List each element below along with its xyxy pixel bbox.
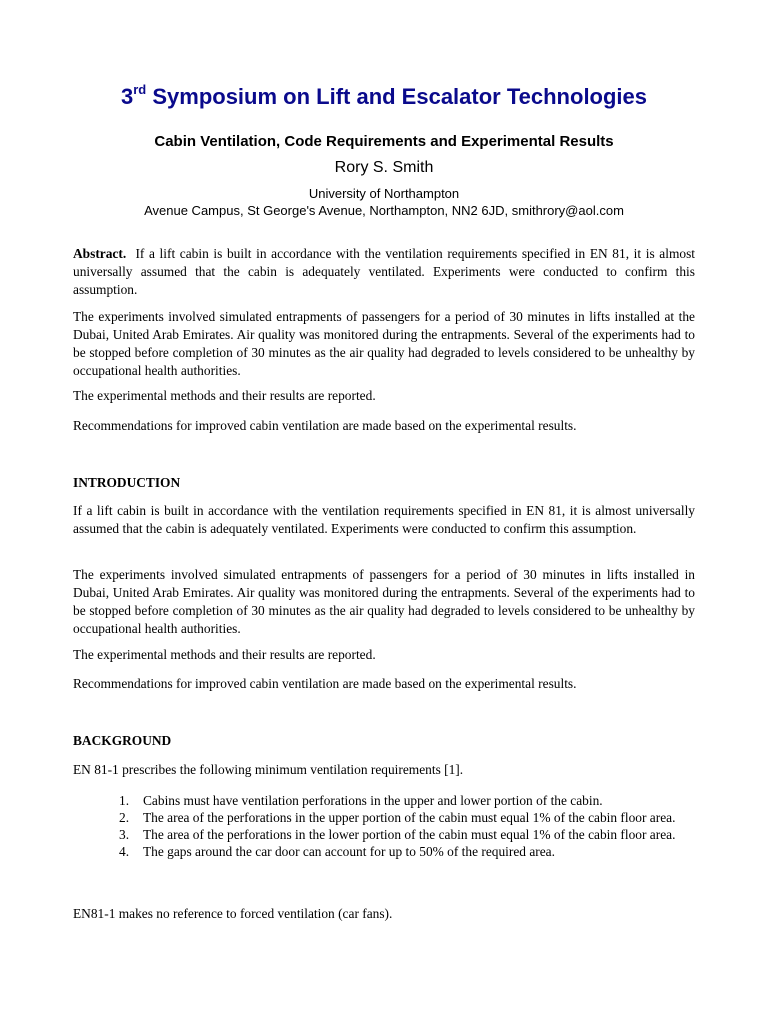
list-item-text: Cabins must have ventilation perforations in the upper and lower portion of the cabin. [143,793,603,808]
affiliation-address: Avenue Campus, St George's Avenue, Northampton, NN2 6JD, smithrory@aol.com [144,203,624,218]
list-item-number: 1. [119,793,130,808]
list-item [73,843,695,860]
paper-title: Cabin Ventilation, Code Requirements and Experimental Results [154,133,614,150]
list-item [73,826,695,843]
list-item-text: The area of the perforations in the upper portion of the cabin must equal 1% of the cabin floor area. [143,810,676,825]
symposium-ordinal: 3 [120,84,134,109]
introduction-paragraph-1: If a lift cabin is built in accordance with the ventilation requirements specified in EN 81, it is almost universally assumed that the cabin is adequately ventilated. Experiments were conducted to confirm this assumption. [73,503,695,536]
abstract-text-1: If a lift cabin is built in accordance with the ventilation requirements specified in EN 81, it is almost universally assumed that the cabin is adequately ventilated. Experiments were conducted to confirm this assumption. [73,246,695,297]
list-item [73,792,695,809]
introduction-paragraph-3: The experimental methods and their results are reported. [73,647,376,662]
abstract-label: Abstract. [73,246,127,261]
introduction-paragraph-4: Recommendations for improved cabin ventilation are made based on the experimental results. [73,676,577,691]
introduction-paragraph-2: The experiments involved simulated entrapments of passengers for a period of 30 minutes in lifts installed in Dubai, United Arab Emirates. Air quality was monitored during the entrapments. Several of the experiments had to be stopped before completion of 30 minutes as the air quality had degraded to levels considered to be unhealthy by occupational health authorities. [73,567,695,636]
abstract-paragraph-1 [73,245,695,299]
list-item-number: 3. [119,827,130,842]
list-item-number: 2. [119,810,130,825]
introduction-heading: INTRODUCTION [73,475,181,490]
list-item [73,809,695,826]
background-intro: EN 81-1 prescribes the following minimum ventilation requirements [1]. [73,762,464,777]
abstract-paragraph-2: The experiments involved simulated entrapments of passengers for a period of 30 minutes in lifts installed at the Dubai, United Arab Emirates. Air quality was monitored during the entrapments. Several of the experiments had to be stopped before completion of 30 minutes as the air quality had degraded to levels considered to be unhealthy by occupational health authorities. [73,309,695,378]
affiliation-university: University of Northampton [308,186,460,201]
background-closing: EN81-1 makes no reference to forced ventilation (car fans). [73,906,393,921]
abstract-paragraph-3: The experimental methods and their results are reported. [73,388,376,403]
requirements-list [73,792,695,860]
symposium-title [0,82,768,110]
abstract-paragraph-4: Recommendations for improved cabin ventilation are made based on the experimental results. [73,418,577,433]
symposium-name: Symposium on Lift and Escalator Technologies [152,84,648,109]
background-heading: BACKGROUND [73,733,172,748]
list-item-text: The gaps around the car door can account for up to 50% of the required area. [143,844,555,859]
symposium-ordinal-suffix: rd [133,82,147,97]
list-item-number: 4. [119,844,130,859]
author-name: Rory S. Smith [334,159,434,176]
list-item-text: The area of the perforations in the lower portion of the cabin must equal 1% of the cabin floor area. [143,827,676,842]
